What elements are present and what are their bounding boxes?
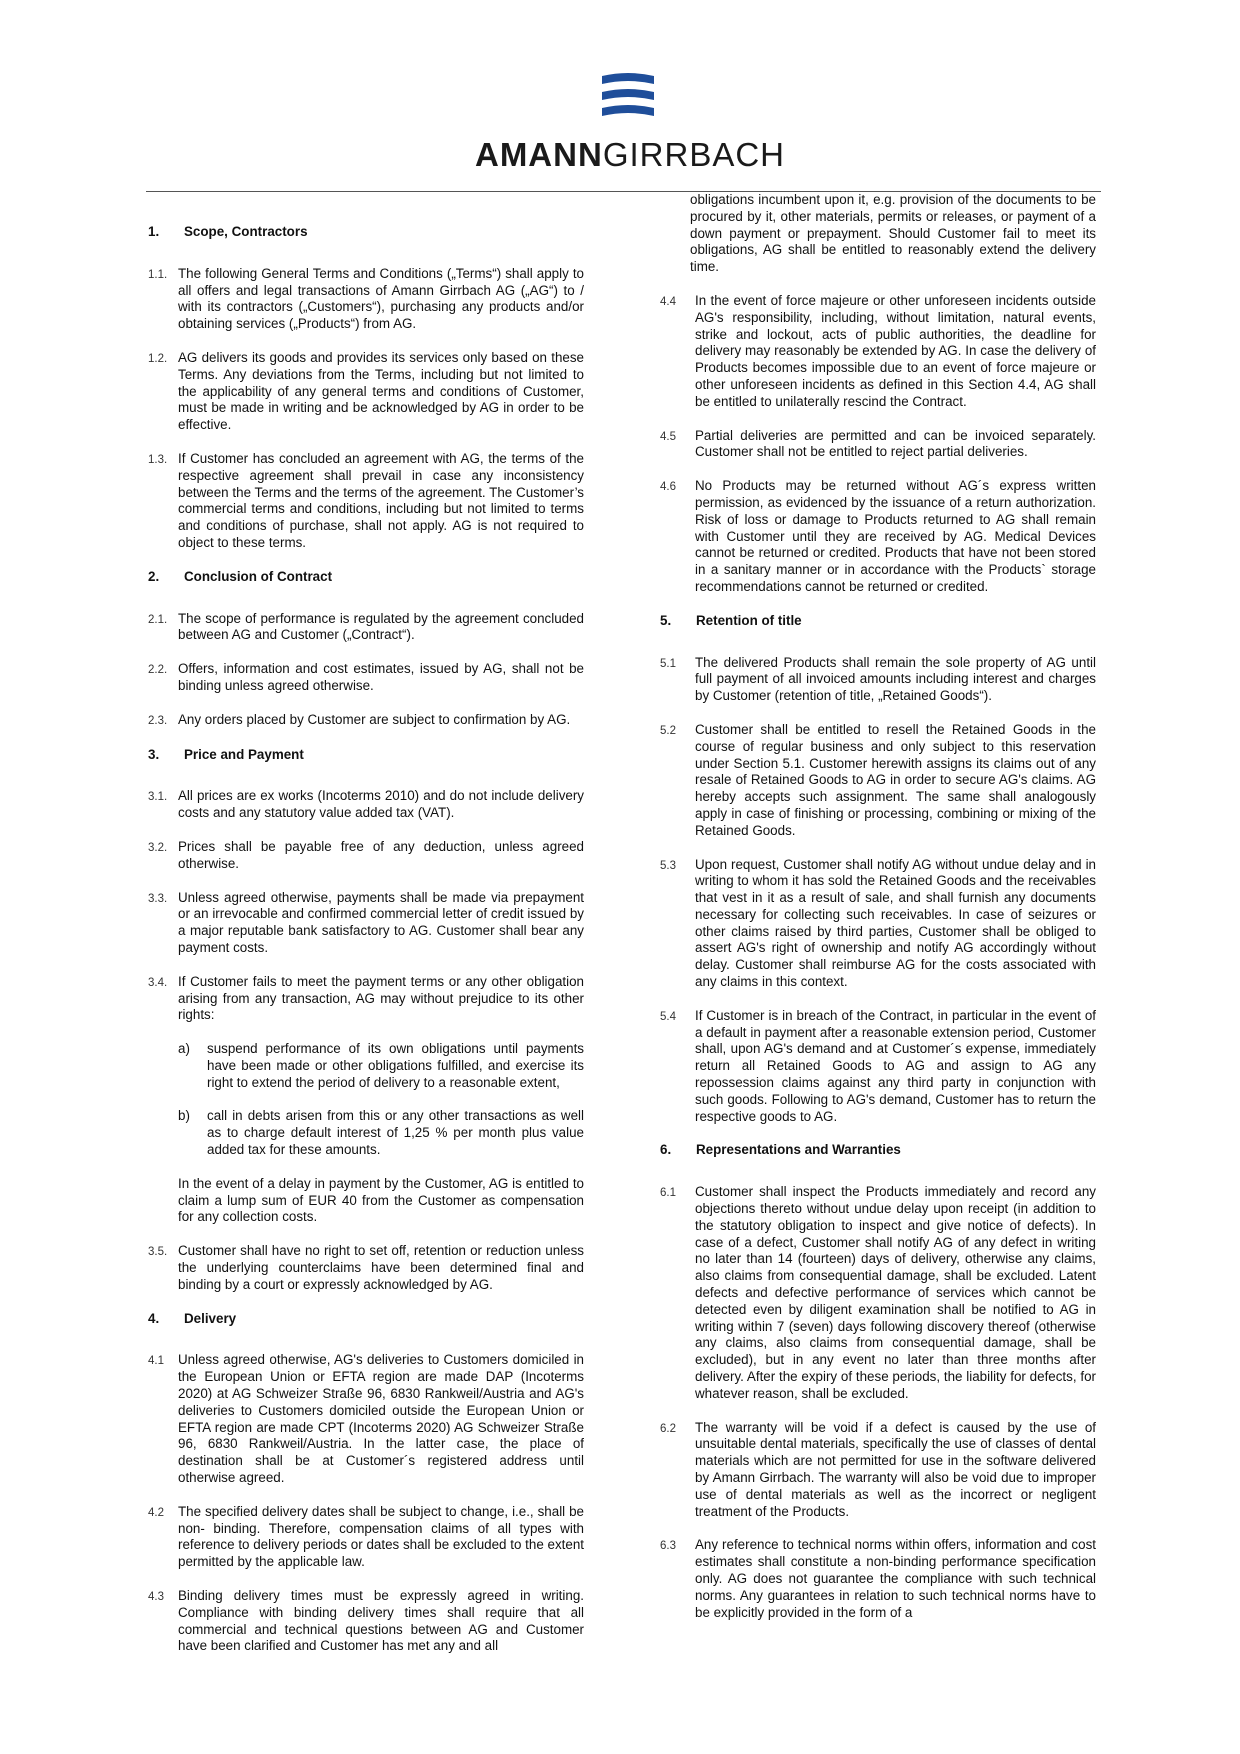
clause-4-2: 4.2 The specified delivery dates shall be subject to change, i.e., shall be non- binding. Therefore, compensation claims of all types with reference to delivery periods or dates shall be excluded to the extent permitted by the applicable law. (148, 1503, 584, 1570)
logo-wordmark (470, 136, 790, 174)
clause-4-1: 4.1 Unless agreed otherwise, AG's deliveries to Customers domiciled in the European Union or EFTA region are made DAP (Incoterms 2020) at AG Schweizer Straße 96, 6830 Rankweil/Austria and AG's deliveries to Customers domiciled outside the European Union or EFTA region are made CPT (Incoterms 2020) AG Schweizer Straße 96, 6830 Rankweil/Austria. In the latter case, the place of destination shall be at Customer´s registered address until otherwise agreed. (148, 1352, 584, 1486)
clause-5-3: 5.3 Upon request, Customer shall notify AG without undue delay and in writing to whom it has sold the Retained Goods and the receivables that vest in it as a result of sale, and shall furnish any documents necessary for collecting such receivables. In case of seizures or other claims raised by third parties, Customer shall be obliged to assert AG's right of ownership and notify AG accordingly without delay. Customer shall reimburse AG for the costs associated with any claims in this context. (660, 856, 1096, 990)
wave-stripes-icon (598, 72, 658, 126)
clause-3-5: 3.5. Customer shall have no right to set off, retention or reduction unless the underlying counterclaims have been determined final and binding by a court or expressly acknowledged by AG. (148, 1243, 584, 1292)
clause-4-4: 4.4 In the event of force majeure or other unforeseen incidents outside AG's responsibility, including, without limitation, natural events, strike and lockout, acts of public authorities, the deadline for delivery may reasonably be extended by AG. In case the delivery of Products becomes impossible due to an event of force majeure or other unforeseen incidents as defined in this Section 4.4, AG shall be entitled to unilaterally rescind the Contract. (660, 292, 1096, 409)
clause-1-2: 1.2. AG delivers its goods and provides its services only based on these Terms. Any deviations from the Terms, including but not limited to the applicability of any general terms and conditions of Customer, must be made in writing and be acknowledged by AG in order to be effective. (148, 349, 584, 433)
clause-3-4-item-b: b) call in debts arisen from this or any other transactions as well as to charge default interest of 1,25 % per month plus value added tax for these amounts. (178, 1108, 584, 1158)
left-column (148, 224, 584, 1672)
logo-word-light: GIRRBACH (602, 136, 785, 173)
clause-3-3: 3.3. Unless agreed otherwise, payments shall be made via prepayment or an irrevocable and confirmed commercial letter of credit issued by a major reputable bank satisfactory to AG. Customer shall bear any payment costs. (148, 889, 584, 955)
clause-5-4: 5.4 If Customer is in breach of the Contract, in particular in the event of a default in payment after a reasonable extension period, Customer shall, upon AG's demand and at Customer´s expense, immediately return all Retained Goods to AG and assign to AG any repossession claims against any third party in conjunction with such goods. Following to AG's demand, Customer has to return the respective goods to AG. (660, 1007, 1096, 1124)
section-heading-4: 4. Delivery (148, 1310, 237, 1326)
section-heading-5: 5. Retention of title (660, 612, 802, 628)
clause-6-1: 6.1 Customer shall inspect the Products immediately and record any objections thereto without undue delay upon receipt (in addition to the statutory obligation to inspect and give notice of defects). In case of a defect, Customer shall notify AG of any defect in writing no later than 14 (fourteen) days of delivery, otherwise any claims, also claims from consequential damage, shall be excluded. Latent defects and defective performance of services which cannot be detected even by diligent examination shall be notified to AG in writing within 7 (seven) days following discovery thereof (otherwise any claims, also claims from consequential damage, shall be excluded), but in any event no later than three months after delivery. After the expiry of these periods, the liability for defects, for whatever reason, shall be excluded. (660, 1184, 1096, 1401)
section-heading-6: 6. Representations and Warranties (660, 1142, 901, 1158)
clause-4-3: 4.3 Binding delivery times must be expressly agreed in writing. Compliance with binding delivery times shall require that all commercial and technical questions between AG and Customer have been clarified and Customer has met any and all (148, 1588, 584, 1654)
clause-5-2: 5.2 Customer shall be entitled to resell the Retained Goods in the course of regular business and only subject to this reservation under Section 5.1. Customer herewith assigns its claims out of any resale of Retained Goods to AG in order to secure AG's claims. AG hereby accepts such assignment. The same shall analogously apply in case of finishing or processing, combining or mixing of the Retained Goods. (660, 721, 1096, 838)
clause-3-1: 3.1. All prices are ex works (Incoterms 2010) and do not include delivery costs and any statutory value added tax (VAT). (148, 788, 584, 821)
clause-6-3: 6.3 Any reference to technical norms within offers, information and cost estimates shall constitute a non-binding performance specification only. AG does not guarantee the compliance with such technical norms. Any guarantees in relation to such technical norms have to be explicitly provided in the form of a (660, 1537, 1096, 1620)
clause-3-4: 3.4. If Customer fails to meet the payment terms or any other obligation arising from any transaction, AG may without prejudice to its other rights: (148, 973, 584, 1023)
clause-3-4-note: In the event of a delay in payment by the Customer, AG is entitled to claim a lump sum of EUR 40 from the Customer as compensation for any collection costs. (178, 1175, 584, 1225)
clause-2-1: 2.1. The scope of performance is regulated by the agreement concluded between AG and Customer („Contract“). (148, 610, 584, 643)
clause-4-6: 4.6 No Products may be returned without AG´s express written permission, as evidenced by the issuance of a return authorization. Risk of loss or damage to Products returned to AG shall remain with Customer until they are received by AG. Medical Devices cannot be returned or credited. Products that have not been stored in a sanitary manner or in accordance with the Products` storage recommendations cannot be returned or credited. (660, 478, 1096, 594)
section-heading-2: 2. Conclusion of Contract (148, 568, 333, 584)
section-heading-3: 3. Price and Payment (148, 746, 304, 762)
clause-2-2: 2.2. Offers, information and cost estimates, issued by AG, shall not be binding unless agreed otherwise. (148, 661, 584, 693)
section-heading-1: 1. Scope, Contractors (148, 224, 308, 239)
clause-4-5: 4.5 Partial deliveries are permitted and can be invoiced separately. Customer shall not be entitled to reject partial deliveries. (660, 427, 1096, 460)
clause-2-3: 2.3. Any orders placed by Customer are subject to confirmation by AG. (148, 711, 571, 727)
clause-1-1: 1.1. The following General Terms and Conditions („Terms“) shall apply to all offers and legal transactions of Amann Girrbach AG („AG“) to / with its contractors („Customers“), purchasing any products and/or obtaining services („Products“) from AG. (148, 265, 584, 332)
clause-6-2: 6.2 The warranty will be void if a defect is caused by the use of unsuitable dental materials, specifically the use of classes of dental materials which are not permitted for use in the software delivered by Amann Girrbach. The warranty will also be void due to improper use of dental materials as well as the incorrect or negligent treatment of the Products. (660, 1419, 1096, 1519)
clause-4-3-continued: obligations incumbent upon it, e.g. provision of the documents to be procured by it, other materials, permits or releases, or payment of a down payment or prepayment. Should Customer fail to meet its obligations, AG shall be entitled to reasonably extend the delivery time. (690, 192, 1096, 275)
logo-word-bold: AMANN (474, 136, 603, 173)
clause-5-1: 5.1 The delivered Products shall remain the sole property of AG until full payment of all invoiced amounts including interest and charges by Customer (retention of title, „Retained Goods“). (660, 654, 1096, 704)
clause-1-3: 1.3. If Customer has concluded an agreement with AG, the terms of the respective agreement shall prevail in case any inconsistency between the Terms and the terms of the agreement. The Customer’s commercial terms and conditions, including but not limited to terms and conditions of purchase, shall not apply. AG is not required to object to these terms. (148, 450, 584, 550)
clause-3-4-item-a: a) suspend performance of its own obligations until payments have been made or other obligations fulfilled, and exercise its right to extend the period of delivery to a reasonable extent, (178, 1041, 584, 1090)
company-logo (470, 72, 790, 172)
right-column (660, 192, 1096, 1638)
clause-3-2: 3.2. Prices shall be payable free of any deduction, unless agreed otherwise. (148, 838, 584, 871)
